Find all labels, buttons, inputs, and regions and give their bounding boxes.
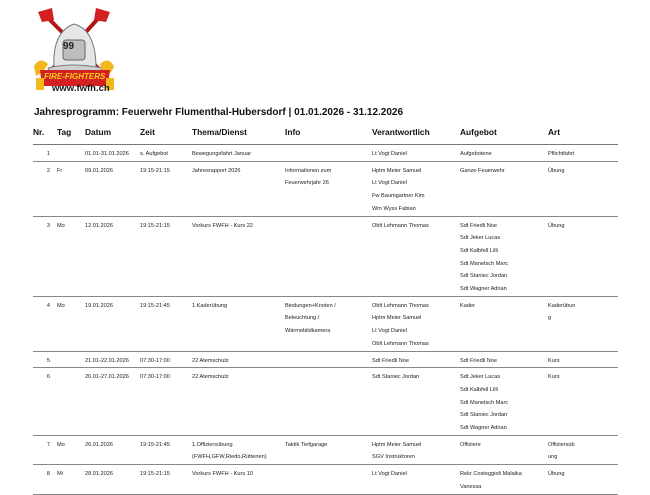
cell-info (285, 351, 372, 368)
aufgebot-line: Sdt Staniec Jordan (460, 412, 508, 419)
thema-line: Vorkurs FWFH - Kurs 10 (192, 471, 253, 478)
logo-banner-text: FIRE-FIGHTERS (44, 72, 106, 81)
art-line: Offiziersüb (548, 441, 575, 448)
cell-art (548, 351, 618, 368)
cell-verantwortlich (372, 435, 460, 464)
cell-verantwortlich (372, 161, 460, 216)
cell-datum: 28.01.2026 (85, 465, 140, 494)
cell-aufgebot (460, 145, 548, 162)
cell-datum: 26.01-27.01.2026 (85, 368, 140, 436)
aufgebot-line: Sdt Kalbfell Lilli (460, 386, 498, 393)
col-header-aufgebot: Aufgebot (460, 126, 548, 145)
art-line: Kurs (548, 357, 560, 364)
cell-info (285, 161, 372, 216)
logo-url: www.fwfh.ch (52, 83, 110, 94)
cell-art (548, 296, 618, 351)
aufgebot-line: Sdt Wagner Adrian (460, 425, 507, 432)
table-row (33, 368, 618, 436)
verantwortlich-line: Lt Vogt Daniel (372, 471, 407, 478)
cell-thema (192, 435, 285, 464)
cell-verantwortlich (372, 216, 460, 296)
cell-zeit: 19:15-21:15 (140, 161, 192, 216)
table-header-row (33, 126, 618, 145)
cell-verantwortlich (372, 296, 460, 351)
aufgebot-line: Ganze Feuerwehr (460, 167, 505, 174)
cell-art (548, 161, 618, 216)
cell-aufgebot (460, 368, 548, 436)
cell-zeit: 19:15-21:45 (140, 296, 192, 351)
cell-tag: Mo (57, 435, 85, 464)
cell-nr: 5 (33, 351, 57, 368)
verantwortlich-line: Hptm Meier Samuel (372, 315, 422, 322)
cell-nr: 7 (33, 435, 57, 464)
cell-thema (192, 216, 285, 296)
cell-datum: 19.01.2026 (85, 296, 140, 351)
verantwortlich-line: Hptm Meier Samuel (372, 441, 422, 448)
aufgebot-line: Offiziere (460, 441, 481, 448)
cell-thema (192, 465, 285, 494)
aufgebot-line: Sdt Staniec Jordan (460, 273, 508, 280)
cell-thema (192, 145, 285, 162)
verantwortlich-line: Lt Vogt Daniel (372, 180, 407, 187)
cell-zeit: 19:15-21:45 (140, 435, 192, 464)
cell-zeit: 19:15-21:15 (140, 465, 192, 494)
page-title: Jahresprogramm: Feuerwehr Flumenthal-Hubersdorf | 01.01.2026 - 31.12.2026 (34, 107, 404, 118)
cell-info (285, 465, 372, 494)
info-line: Beleuchtung / (285, 315, 320, 322)
verantwortlich-line: Oblt Lehmann Thomas (372, 222, 429, 229)
cell-thema (192, 296, 285, 351)
cell-datum: 26.01.2026 (85, 435, 140, 464)
col-header-info: Info (285, 126, 372, 145)
aufgebot-line: Vanessa (460, 483, 482, 490)
cell-nr: 2 (33, 161, 57, 216)
cell-info (285, 368, 372, 436)
cell-info (285, 216, 372, 296)
info-line: Taktik Tiefgarage (285, 441, 328, 448)
info-line: Informationen zum (285, 167, 332, 174)
cell-datum: 21.01-22.01.2026 (85, 351, 140, 368)
verantwortlich-line: Lt Vogt Daniel (372, 328, 407, 335)
col-header-nr: Nr. (33, 126, 57, 145)
cell-aufgebot (460, 216, 548, 296)
aufgebot-line: Kader (460, 302, 475, 309)
table-row (33, 435, 618, 464)
cell-art (548, 368, 618, 436)
verantwortlich-line: Wm Wyss Fabian (372, 205, 416, 212)
thema-line: 1.Kaderübung (192, 302, 228, 309)
table-row (33, 296, 618, 351)
cell-art (548, 465, 618, 494)
art-line: Übung (548, 471, 565, 478)
art-line: Kurs (548, 374, 560, 381)
col-header-zeit: Zeit (140, 126, 192, 145)
table-row (33, 216, 618, 296)
art-line: Übung (548, 222, 565, 229)
verantwortlich-line: Hptm Meier Samuel (372, 167, 422, 174)
verantwortlich-line: Sdt Friedli Noe (372, 357, 409, 364)
thema-line: Vorkurs FWFH - Kurs 22 (192, 222, 253, 229)
aufgebot-line: Sdt Kalbfell Lilli (460, 247, 498, 254)
art-line: Übung (548, 167, 565, 174)
col-header-verantwortlich: Verantwortlich (372, 126, 460, 145)
table-row (33, 145, 618, 162)
cell-aufgebot (460, 296, 548, 351)
cell-tag: Fr (57, 161, 85, 216)
cell-art (548, 145, 618, 162)
cell-tag (57, 368, 85, 436)
col-header-thema: Thema/Dienst (192, 126, 285, 145)
cell-zeit: 07:30-17:00 (140, 351, 192, 368)
verantwortlich-line: Lt Vogt Daniel (372, 151, 407, 157)
art-line: ung (548, 454, 558, 461)
art-line: Kaderübun (548, 302, 576, 309)
cell-art (548, 216, 618, 296)
art-line: g (548, 315, 552, 322)
info-line: Feuerwehrjahr 26 (285, 180, 329, 187)
cell-info (285, 435, 372, 464)
cell-zeit: 07:30-17:00 (140, 368, 192, 436)
info-line: Wärmebildkamera (285, 328, 331, 335)
cell-art (548, 435, 618, 464)
col-header-tag: Tag (57, 126, 85, 145)
cell-tag: Mo (57, 216, 85, 296)
cell-thema (192, 351, 285, 368)
cell-tag: Mo (57, 296, 85, 351)
cell-info (285, 296, 372, 351)
verantwortlich-line: SGV Instruktoren (372, 454, 415, 461)
cell-nr: 4 (33, 296, 57, 351)
verantwortlich-line: Oblt Lehmann Thomas (372, 302, 429, 309)
cell-tag (57, 145, 85, 162)
thema-line: Jahresrapport 2026 (192, 167, 241, 174)
cell-datum: 09.01.2026 (85, 161, 140, 216)
cell-tag: Mi (57, 465, 85, 494)
cell-datum: 12.01.2026 (85, 216, 140, 296)
verantwortlich-line: Oblt Lehmann Thomas (372, 340, 429, 347)
verantwortlich-line: Sdt Staniec Jordan (372, 374, 420, 381)
cell-info (285, 145, 372, 162)
cell-nr: 3 (33, 216, 57, 296)
cell-datum: 01.01-31.01.2026 (85, 145, 140, 162)
verantwortlich-line: Fw Baumgartner Kim (372, 193, 425, 200)
cell-verantwortlich (372, 465, 460, 494)
table-row (33, 161, 618, 216)
col-header-art: Art (548, 126, 618, 145)
aufgebot-line: Sdt Jeker Lucas (460, 235, 501, 242)
cell-aufgebot (460, 351, 548, 368)
cell-verantwortlich (372, 368, 460, 436)
aufgebot-line: Rekr Costeggioli Malaika (460, 471, 522, 478)
cell-aufgebot (460, 161, 548, 216)
col-header-datum: Datum (85, 126, 140, 145)
aufgebot-line: Sdt Wagner Adrian (460, 286, 507, 293)
thema-line: 22 Atemschutz (192, 357, 229, 364)
logo-badge-number: 99 (63, 41, 75, 52)
aufgebot-line: Aufgebotene (460, 151, 492, 157)
cell-zeit: 19:15-21:15 (140, 216, 192, 296)
cell-zeit: s. Aufgebot (140, 145, 192, 162)
cell-thema (192, 161, 285, 216)
cell-nr: 8 (33, 465, 57, 494)
thema-line: 22 Atemschutz (192, 374, 229, 381)
cell-aufgebot (460, 435, 548, 464)
table-row (33, 465, 618, 494)
art-line: Pflichtfahrt (548, 151, 575, 157)
cell-thema (192, 368, 285, 436)
cell-nr: 6 (33, 368, 57, 436)
cell-nr: 1 (33, 145, 57, 162)
cell-aufgebot (460, 465, 548, 494)
cell-verantwortlich (372, 145, 460, 162)
thema-line: Bewegungsfahrt Januar (192, 151, 252, 157)
aufgebot-line: Sdt Manetsch Marc (460, 260, 509, 267)
program-table (33, 126, 618, 495)
thema-line: 1.Offiziersübung (192, 441, 233, 448)
aufgebot-line: Sdt Manetsch Marc (460, 399, 509, 406)
thema-line: (FWFH,GFW,Riedo,Rüttenen) (192, 454, 267, 461)
info-line: Bindungen+Knoten / (285, 302, 336, 309)
aufgebot-line: Sdt Jeker Lucas (460, 374, 501, 381)
aufgebot-line: Sdt Friedli Noe (460, 222, 497, 229)
cell-tag (57, 351, 85, 368)
table-row (33, 351, 618, 368)
cell-verantwortlich (372, 351, 460, 368)
aufgebot-line: Sdt Friedli Noe (460, 357, 497, 364)
